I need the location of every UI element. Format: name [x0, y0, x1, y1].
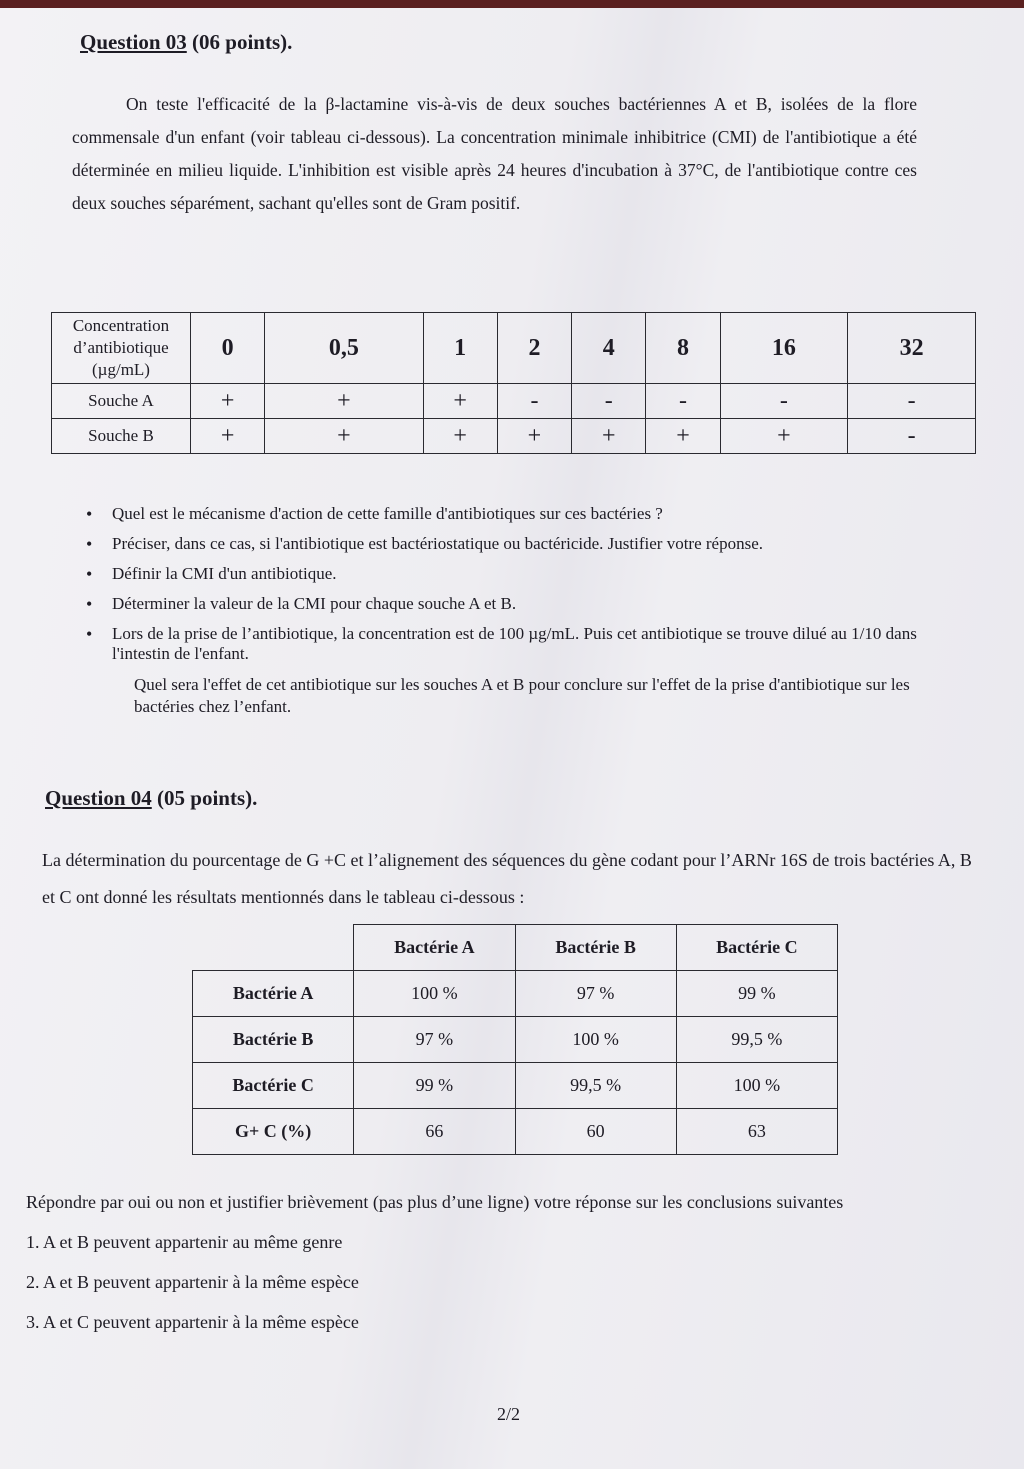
- bullet-item: • Préciser, dans ce cas, si l'antibiotique est bactériostatique ou bactéricide. Justifier votre réponse.: [82, 534, 932, 554]
- question-04-instructions: [26, 1184, 956, 1340]
- question-03-paragraph: On teste l'efficacité de la β-lactamine vis-à-vis de deux souches bactériennes A et B, isolées de la flore commensale d'un enfant (voir tableau ci-dessous). La concentration minimale inhibitrice (CMI) de l'antibiotique a été déterminée en milieu liquide. L'inhibition est visible après 24 heures d'incubation à 37°C, de l'antibiotique contre ces deux souches séparément, sachant qu'elles sont de Gram positif.: [72, 94, 917, 213]
- cmi-table: [51, 312, 976, 454]
- column-header: Bactérie A: [354, 925, 515, 971]
- question-04-points: (05 points).: [151, 786, 258, 810]
- bullet-item: • Déterminer la valeur de la CMI pour chaque souche A et B.: [82, 594, 932, 614]
- souche-b-label: Souche B: [52, 419, 191, 454]
- result-cell: -: [848, 384, 976, 419]
- table-cell: 99,5 %: [676, 1017, 837, 1063]
- table-cell: 99 %: [354, 1063, 515, 1109]
- souche-b-row: [52, 419, 976, 454]
- bullet-item: • Définir la CMI d'un antibiotique.: [82, 564, 932, 584]
- bullet-followup: Quel sera l'effet de cet antibiotique sur les souches A et B pour conclure sur l'effet de la prise d'antibiotique sur les bactéries chez l’enfant.: [134, 675, 910, 716]
- souche-a-label: Souche A: [52, 384, 191, 419]
- header-line-2: d’antibiotique: [73, 338, 169, 357]
- similarity-header-row: [193, 925, 838, 971]
- row-header: Bactérie A: [193, 971, 354, 1017]
- table-row: [193, 1017, 838, 1063]
- row-header: Bactérie B: [193, 1017, 354, 1063]
- souche-a-row: [52, 384, 976, 419]
- conclusion-item: 1. A et B peuvent appartenir au même genre: [26, 1232, 343, 1252]
- table-row: [193, 971, 838, 1017]
- result-cell: -: [720, 384, 848, 419]
- table-cell: 99 %: [676, 971, 837, 1017]
- empty-corner: [193, 925, 354, 971]
- conclusion-item: 3. A et C peuvent appartenir à la même espèce: [26, 1312, 359, 1332]
- question-03-title: [80, 30, 292, 55]
- cmi-table-header-row: [52, 313, 976, 384]
- instruction-text: Répondre par oui ou non et justifier brièvement (pas plus d’une ligne) votre réponse sur les conclusions suivantes: [26, 1192, 844, 1212]
- row-header: G+ C (%): [193, 1109, 354, 1155]
- question-04-title: [45, 786, 257, 811]
- table-row: [193, 1063, 838, 1109]
- concentration-cell: 0: [191, 313, 265, 384]
- concentration-cell: 16: [720, 313, 848, 384]
- table-cell: 100 %: [676, 1063, 837, 1109]
- question-03-points: (06 points).: [186, 30, 293, 54]
- result-cell: -: [646, 384, 720, 419]
- table-cell: 97 %: [354, 1017, 515, 1063]
- bullet-item: • Lors de la prise de l’antibiotique, la concentration est de 100 µg/mL. Puis cet antibiotique se trouve dilué au 1/10 dans l'intestin de l'enfant.: [82, 624, 932, 664]
- question-03-label: Question 03: [80, 30, 187, 54]
- concentration-cell: 1: [423, 313, 497, 384]
- result-cell: +: [572, 419, 646, 454]
- result-cell: +: [265, 384, 423, 419]
- result-cell: -: [848, 419, 976, 454]
- table-cell: 100 %: [354, 971, 515, 1017]
- result-cell: +: [497, 419, 571, 454]
- concentration-cell: 8: [646, 313, 720, 384]
- table-cell: 100 %: [515, 1017, 676, 1063]
- bullet-item: • Quel est le mécanisme d'action de cette famille d'antibiotiques sur ces bactéries ?: [82, 504, 932, 524]
- similarity-table: [192, 924, 838, 1155]
- top-edge: [0, 0, 1024, 8]
- result-cell: -: [572, 384, 646, 419]
- question-04-label: Question 04: [45, 786, 152, 810]
- table-cell: 99,5 %: [515, 1063, 676, 1109]
- concentration-header: [52, 313, 191, 384]
- page-number: 2/2: [497, 1404, 521, 1424]
- table-row: [193, 1109, 838, 1155]
- result-cell: +: [646, 419, 720, 454]
- result-cell: -: [497, 384, 571, 419]
- concentration-cell: 2: [497, 313, 571, 384]
- result-cell: +: [423, 419, 497, 454]
- row-header: Bactérie C: [193, 1063, 354, 1109]
- table-cell: 60: [515, 1109, 676, 1155]
- result-cell: +: [423, 384, 497, 419]
- question-03-bullets: [82, 504, 932, 718]
- table-cell: 66: [354, 1109, 515, 1155]
- table-cell: 97 %: [515, 971, 676, 1017]
- concentration-cell: 32: [848, 313, 976, 384]
- header-line-3: (µg/mL): [92, 360, 150, 379]
- table-cell: 63: [676, 1109, 837, 1155]
- concentration-cell: 4: [572, 313, 646, 384]
- conclusion-item: 2. A et B peuvent appartenir à la même espèce: [26, 1272, 359, 1292]
- result-cell: +: [720, 419, 848, 454]
- question-04-paragraph: La détermination du pourcentage de G +C et l’alignement des séquences du gène codant pour l’ARNr 16S de trois bactéries A, B et C ont donné les résultats mentionnés dans le tableau ci-dessous :: [42, 850, 972, 907]
- column-header: Bactérie C: [676, 925, 837, 971]
- column-header: Bactérie B: [515, 925, 676, 971]
- header-line-1: Concentration: [72, 316, 170, 335]
- concentration-cell: 0,5: [265, 313, 423, 384]
- result-cell: +: [265, 419, 423, 454]
- result-cell: +: [191, 384, 265, 419]
- result-cell: +: [191, 419, 265, 454]
